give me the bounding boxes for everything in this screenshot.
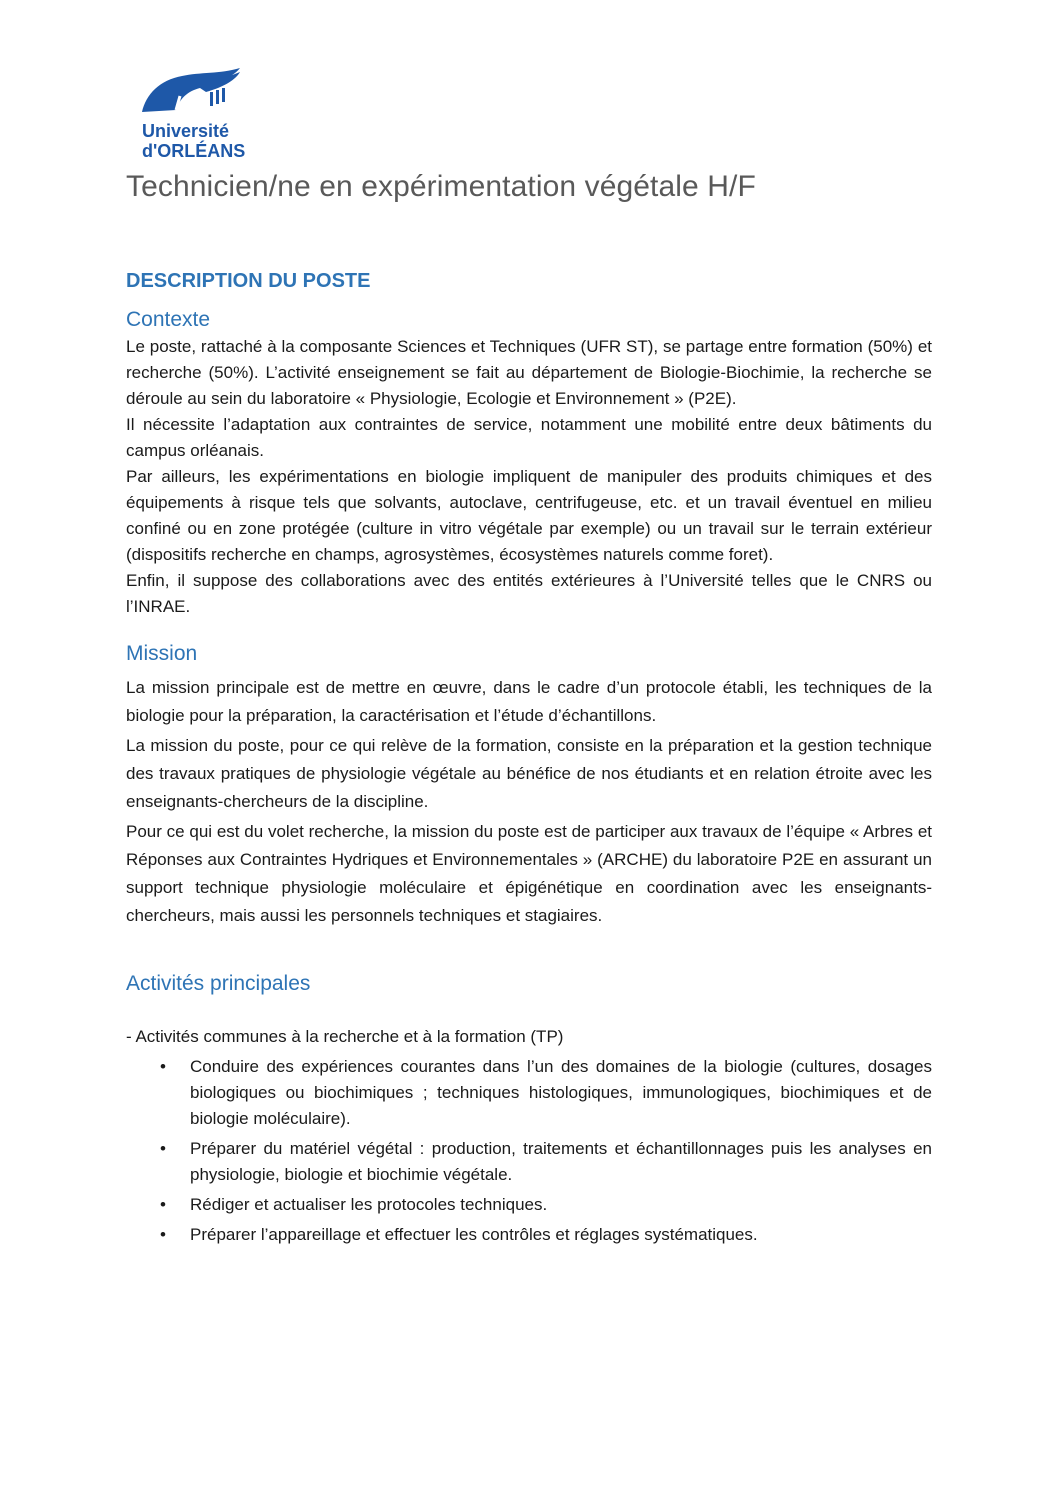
list-item-text: Conduire des expériences courantes dans l’un des domaines de la biologie (cultures, dosages biologiques ou biochimiques ; techniques histologiques, immunologiques, biochimiques et de biologie moléculaire). [190,1057,932,1128]
contexte-paragraph: Enfin, il suppose des collaborations avec des entités extérieures à l’Université telles que le CNRS ou l’INRAE. [126,571,932,616]
contexte-paragraph: Le poste, rattaché à la composante Sciences et Techniques (UFR ST), se partage entre formation (50%) et recherche (50%). L’activité enseignement se fait au département de Biologie-Biochimie, la recherche se déroule au sein du laboratoire « Physiologie, Ecologie et Environnement » (P2E). [126,337,932,408]
contexte-heading: Contexte [126,308,211,331]
activites-heading: Activités principales [126,972,311,995]
document-body [126,266,932,1252]
contexte-paragraph: Il nécessite l’adaptation aux contraintes de service, notamment une mobilité entre deux bâtiments du campus orléanais. [126,415,932,460]
list-item [126,1222,932,1248]
mission-heading: Mission [126,642,198,665]
activites-intro: - Activités communes à la recherche et à la formation (TP) [126,1027,564,1046]
list-item-text: Préparer du matériel végétal : production, traitements et échantillonnages puis les analyses en physiologie, biologie et biochimie végétale. [190,1139,932,1184]
list-item-text: Rédiger et actualiser les protocoles techniques. [190,1195,548,1214]
bullet-icon: • [160,1139,166,1158]
mission-paragraph: La mission du poste, pour ce qui relève de la formation, consiste en la préparation et la gestion technique des travaux pratiques de physiologie végétale au bénéfice de nos étudiants et en relation étroite avec les enseignants-chercheurs de la discipline. [126,736,932,811]
document-title: Technicien/ne en expérimentation végétale H/F [126,170,756,203]
logo-emblem-icon [136,66,246,118]
logo-text-universite: Université [142,121,230,141]
list-item [126,1192,932,1218]
activites-list [126,1054,932,1248]
mission-paragraph: La mission principale est de mettre en œuvre, dans le cadre d’un protocole établi, les techniques de la biologie pour la préparation, la caractérisation et l’étude d’échantillons. [126,678,932,725]
logo-text-orleans: d'ORLÉANS [142,141,246,161]
bullet-icon: • [160,1057,166,1076]
bullet-icon: • [160,1195,166,1214]
contexte-paragraph: Par ailleurs, les expérimentations en biologie impliquent de manipuler des produits chimiques et des équipements à risque tels que solvants, autoclave, centrifugeuse, etc. et un travail éventuel en milieu confiné ou en zone protégée (culture in vitro végétale par exemple) ou un travail sur le terrain extérieur (dispositifs recherche en champs, agrosystèmes, écosystèmes naturels comme foret). [126,467,932,564]
section-heading: DESCRIPTION DU POSTE [126,270,371,292]
university-logo [126,66,256,162]
bullet-icon: • [160,1225,166,1244]
mission-paragraphs [126,674,932,930]
list-item-text: Préparer l’appareillage et effectuer les contrôles et réglages systématiques. [190,1225,758,1244]
contexte-paragraphs [126,334,932,620]
mission-paragraph: Pour ce qui est du volet recherche, la mission du poste est de participer aux travaux de l’équipe « Arbres et Réponses aux Contraintes Hydriques et Environnementales » (ARCHE) du laboratoire P2E en assurant un support technique physiologie moléculaire et épigénétique en coordination avec les enseignants-chercheurs, mais aussi les personnels techniques et stagiaires. [126,822,932,925]
list-item [126,1136,932,1188]
list-item [126,1054,932,1132]
